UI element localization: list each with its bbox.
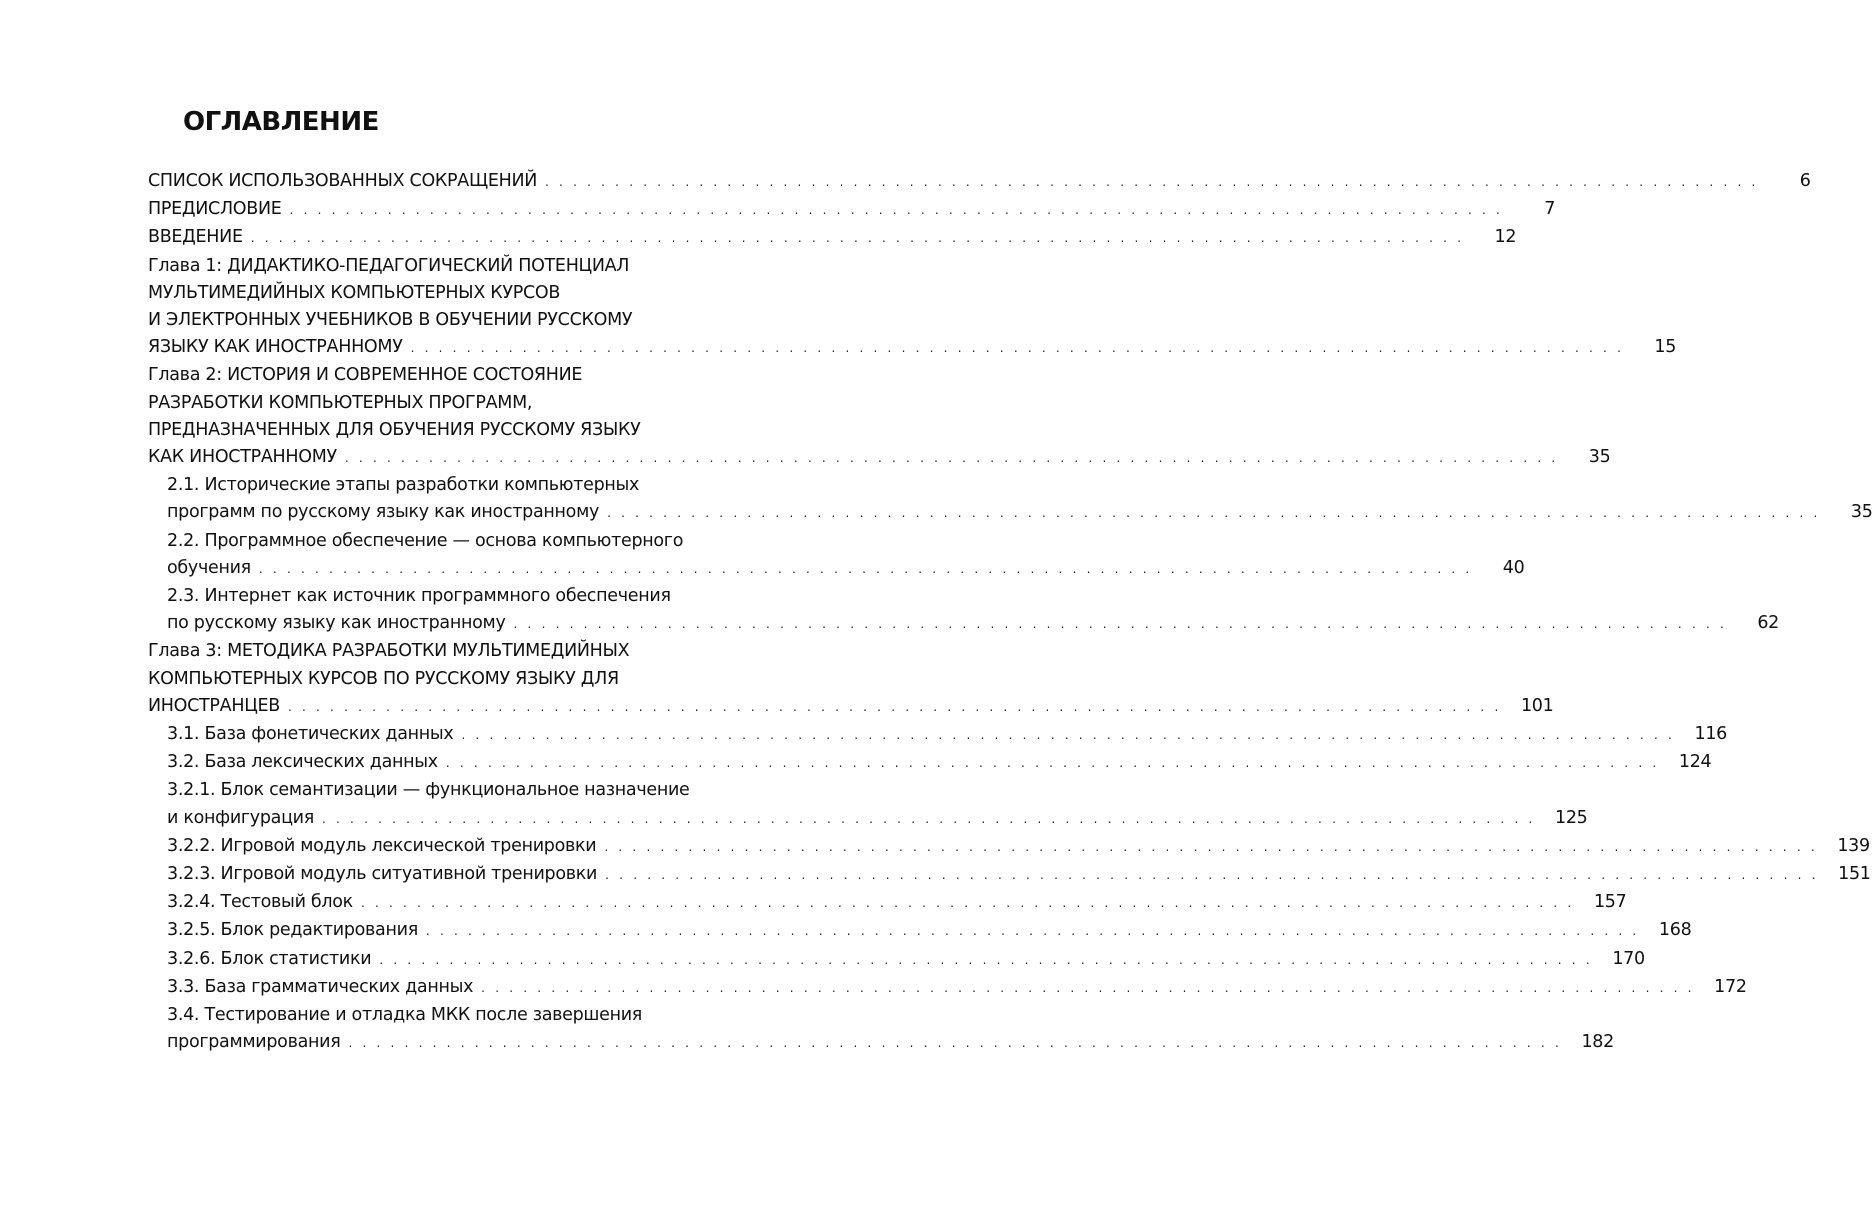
toc-entry[interactable] — [148, 583, 1780, 638]
dot-leader: . . . . . . . . . . . . . . . . . . . . . . . . . . . . . . . . . . . . . . . . . . . . . . . . . . . . . . . . . . . . . . . . . . . . . . . . . . . . . . . . . . . . . . . — [322, 811, 1536, 826]
toc-page-number: 157 — [1593, 892, 1627, 913]
toc-entry[interactable] — [148, 946, 1645, 974]
toc-entry-title-line: МУЛЬТИМЕДИЙНЫХ КОМПЬЮТЕРНЫХ КУРСОВ — [148, 282, 561, 303]
dot-leader: . . . . . . . . . . . . . . . . . . . . . . . . . . . . . . . . . . . . . . . . . . . . . . . . . . . . . . . . . . . . . . . . . . . . . . . . . . . . . . . . . . . . . . . — [379, 952, 1593, 967]
toc-entry-title-line: 3.2.5. Блок редактирования — [167, 920, 418, 941]
toc-entry-title-line: КАК ИНОСТРАННОМУ — [148, 447, 337, 468]
dot-leader: . . . . . . . . . . . . . . . . . . . . . . . . . . . . . . . . . . . . . . . . . . . . . . . . . . . . . . . . . . . . . . . . . . . . . . . . . . . . . . . . . . . . . . . — [425, 924, 1640, 939]
toc-entry-title-line: ПРЕДНАЗНАЧЕННЫХ ДЛЯ ОБУЧЕНИЯ РУССКОМУ ЯЗЫКУ — [148, 419, 641, 440]
dot-leader: . . . . . . . . . . . . . . . . . . . . . . . . . . . . . . . . . . . . . . . . . . . . . . . . . . . . . . . . . . . . . . . . . . . . . . . . . . . . . . . . . . . . . . . — [250, 231, 1465, 246]
toc-entry[interactable] — [148, 861, 1871, 889]
toc-entry-title-line: 3.2.1. Блок семантизации — функциональное назначение — [167, 780, 690, 801]
toc-entry-title-line: программ по русскому языку как иностранному — [167, 502, 600, 523]
dot-leader: . . . . . . . . . . . . . . . . . . . . . . . . . . . . . . . . . . . . . . . . . . . . . . . . . . . . . . . . . . . . . . . . . . . . . . . . . . . . . . . . . . . . . . . — [287, 699, 1502, 714]
toc-entry-title-line: 3.3. База грамматических данных — [167, 976, 474, 997]
dot-leader: . . . . . . . . . . . . . . . . . . . . . . . . . . . . . . . . . . . . . . . . . . . . . . . . . . . . . . . . . . . . . . . . . . . . . . . . . . . . . . . . . . . . . . . — [410, 341, 1625, 356]
toc-page-number: 62 — [1757, 613, 1780, 634]
toc-entry-title-line: ПРЕДИСЛОВИЕ — [148, 199, 282, 220]
toc-entry[interactable] — [148, 638, 1554, 721]
toc-entry-title-line: и конфигурация — [167, 807, 314, 828]
toc-entry-title-line: Глава 3: МЕТОДИКА РАЗРАБОТКИ МУЛЬТИМЕДИЙНЫХ — [148, 641, 630, 662]
toc-page-number: 125 — [1554, 807, 1588, 828]
dot-leader: . . . . . . . . . . . . . . . . . . . . . . . . . . . . . . . . . . . . . . . . . . . . . . . . . . . . . . . . . . . . . . . . . . . . . . . . . . . . . . . . . . . . . . . — [607, 506, 1821, 521]
toc-page-number: 168 — [1658, 920, 1692, 941]
toc-page-number: 172 — [1714, 976, 1747, 997]
toc-entry-title-line: СПИСОК ИСПОЛЬЗОВАННЫХ СОКРАЩЕНИЙ — [148, 171, 538, 191]
toc-entry[interactable] — [148, 721, 1727, 749]
toc-entry-title-line: 3.2.3. Игровой модуль ситуативной тренировки — [167, 864, 598, 885]
dot-leader: . . . . . . . . . . . . . . . . . . . . . . . . . . . . . . . . . . . . . . . . . . . . . . . . . . . . . . . . . . . . . . . . . . . . . . . . . . . . . . . . . . . . . . . — [545, 175, 1759, 189]
toc-entry[interactable] — [148, 974, 1747, 1002]
toc-page-number: 7 — [1544, 199, 1556, 220]
dot-leader: . . . . . . . . . . . . . . . . . . . . . . . . . . . . . . . . . . . . . . . . . . . . . . . . . . . . . . . . . . . . . . . . . . . . . . . . . . . . . . . . . . . . . . . — [348, 1036, 1562, 1051]
toc-entry[interactable] — [148, 777, 1588, 832]
toc-page-number: 35 — [1588, 447, 1611, 468]
toc-entry-title-line: И ЭЛЕКТРОННЫХ УЧЕБНИКОВ В ОБУЧЕНИИ РУССКОМУ — [148, 310, 633, 331]
toc-entry[interactable] — [148, 749, 1712, 777]
toc-page-number: 6 — [1799, 171, 1811, 191]
table-of-contents — [148, 168, 1873, 1058]
dot-leader: . . . . . . . . . . . . . . . . . . . . . . . . . . . . . . . . . . . . . . . . . . . . . . . . . . . . . . . . . . . . . . . . . . . . . . . . . . . . . . . . . . . . . . . — [461, 728, 1675, 743]
dot-leader: . . . . . . . . . . . . . . . . . . . . . . . . . . . . . . . . . . . . . . . . . . . . . . . . . . . . . . . . . . . . . . . . . . . . . . . . . . . . . . . . . . . . . . . — [258, 561, 1473, 576]
dot-leader: . . . . . . . . . . . . . . . . . . . . . . . . . . . . . . . . . . . . . . . . . . . . . . . . . . . . . . . . . . . . . . . . . . . . . . . . . . . . . . . . . . . . . . . — [344, 451, 1559, 466]
toc-entry[interactable] — [148, 196, 1556, 224]
toc-page-number: 35 — [1850, 502, 1873, 523]
toc-entry-title-line: 3.2.4. Тестовый блок — [167, 892, 353, 913]
toc-entry[interactable] — [148, 168, 1811, 196]
toc-entry-title-line: 2.3. Интернет как источник программного обеспечения — [167, 586, 671, 607]
toc-entry-title-line: 3.2.6. Блок статистики — [167, 948, 372, 969]
toc-entry-title-line: 3.2.2. Игровой модуль лексической тренировки — [167, 835, 597, 856]
toc-entry-title-line: 2.2. Программное обеспечение — основа компьютерного — [167, 530, 684, 551]
toc-page-number: 12 — [1494, 227, 1517, 248]
toc-entry-title-line: Глава 2: ИСТОРИЯ И СОВРЕМЕННОЕ СОСТОЯНИЕ — [148, 365, 583, 386]
toc-entry[interactable] — [148, 362, 1611, 472]
toc-entry-title-line: 3.4. Тестирование и отладка МКК после завершения — [167, 1005, 643, 1026]
toc-entry-title-line: Глава 1: ДИДАКТИКО-ПЕДАГОГИЧЕСКИЙ ПОТЕНЦИАЛ — [148, 255, 630, 276]
dot-leader: . . . . . . . . . . . . . . . . . . . . . . . . . . . . . . . . . . . . . . . . . . . . . . . . . . . . . . . . . . . . . . . . . . . . . . . . . . . . . . . . . . . . . . . — [445, 756, 1660, 771]
toc-entry-title-line: 3.2. База лексических данных — [167, 752, 438, 773]
toc-entry[interactable] — [148, 917, 1692, 945]
toc-entry[interactable] — [148, 224, 1517, 252]
toc-entry[interactable] — [148, 1002, 1614, 1057]
toc-entry[interactable] — [148, 528, 1525, 583]
toc-entry-title-line: обучения — [167, 557, 251, 578]
toc-entry-title-line: программирования — [167, 1032, 341, 1053]
toc-entry-title-line: КОМПЬЮТЕРНЫХ КУРСОВ ПО РУССКОМУ ЯЗЫКУ ДЛЯ — [148, 668, 619, 689]
toc-entry-title-line: по русскому языку как иностранному — [167, 613, 506, 634]
dot-leader: . . . . . . . . . . . . . . . . . . . . . . . . . . . . . . . . . . . . . . . . . . . . . . . . . . . . . . . . . . . . . . . . . . . . . . . . . . . . . . . . . . . . . . . — [605, 868, 1819, 883]
toc-entry[interactable] — [148, 833, 1870, 861]
toc-page-number: 40 — [1502, 557, 1525, 578]
toc-page-number: 151 — [1838, 864, 1871, 885]
toc-page-number: 124 — [1678, 752, 1712, 773]
toc-entry[interactable] — [148, 253, 1677, 363]
toc-entry-title-line: ВВЕДЕНИЕ — [148, 227, 243, 248]
toc-entry-title-line: 2.1. Исторические этапы разработки компьютерных — [167, 475, 640, 496]
dot-leader: . . . . . . . . . . . . . . . . . . . . . . . . . . . . . . . . . . . . . . . . . . . . . . . . . . . . . . . . . . . . . . . . . . . . . . . . . . . . . . . . . . . . . . . — [289, 203, 1504, 218]
toc-entry[interactable] — [148, 889, 1627, 917]
dot-leader: . . . . . . . . . . . . . . . . . . . . . . . . . . . . . . . . . . . . . . . . . . . . . . . . . . . . . . . . . . . . . . . . . . . . . . . . . . . . . . . . . . . . . . . — [360, 896, 1575, 911]
toc-page-number: 116 — [1694, 724, 1727, 745]
toc-page-number: 170 — [1612, 948, 1645, 969]
toc-entry-title-line: РАЗРАБОТКИ КОМПЬЮТЕРНЫХ ПРОГРАММ, — [148, 392, 533, 413]
page-title: ОГЛАВЛЕНИЕ — [183, 107, 379, 137]
dot-leader: . . . . . . . . . . . . . . . . . . . . . . . . . . . . . . . . . . . . . . . . . . . . . . . . . . . . . . . . . . . . . . . . . . . . . . . . . . . . . . . . . . . . . . . — [513, 617, 1728, 632]
toc-page-number: 101 — [1520, 695, 1554, 716]
toc-entry[interactable] — [148, 472, 1873, 527]
toc-page-number: 15 — [1654, 337, 1677, 358]
dot-leader: . . . . . . . . . . . . . . . . . . . . . . . . . . . . . . . . . . . . . . . . . . . . . . . . . . . . . . . . . . . . . . . . . . . . . . . . . . . . . . . . . . . . . . . — [604, 839, 1818, 854]
toc-entry-title-line: 3.1. База фонетических данных — [167, 724, 454, 745]
toc-entry-title-line: ИНОСТРАНЦЕВ — [148, 695, 280, 716]
dot-leader: . . . . . . . . . . . . . . . . . . . . . . . . . . . . . . . . . . . . . . . . . . . . . . . . . . . . . . . . . . . . . . . . . . . . . . . . . . . . . . . . . . . . . . . — [481, 980, 1695, 995]
toc-entry-title-line: ЯЗЫКУ КАК ИНОСТРАННОМУ — [148, 337, 403, 358]
toc-page-number: 182 — [1581, 1032, 1614, 1053]
toc-page-number: 139 — [1837, 835, 1870, 856]
